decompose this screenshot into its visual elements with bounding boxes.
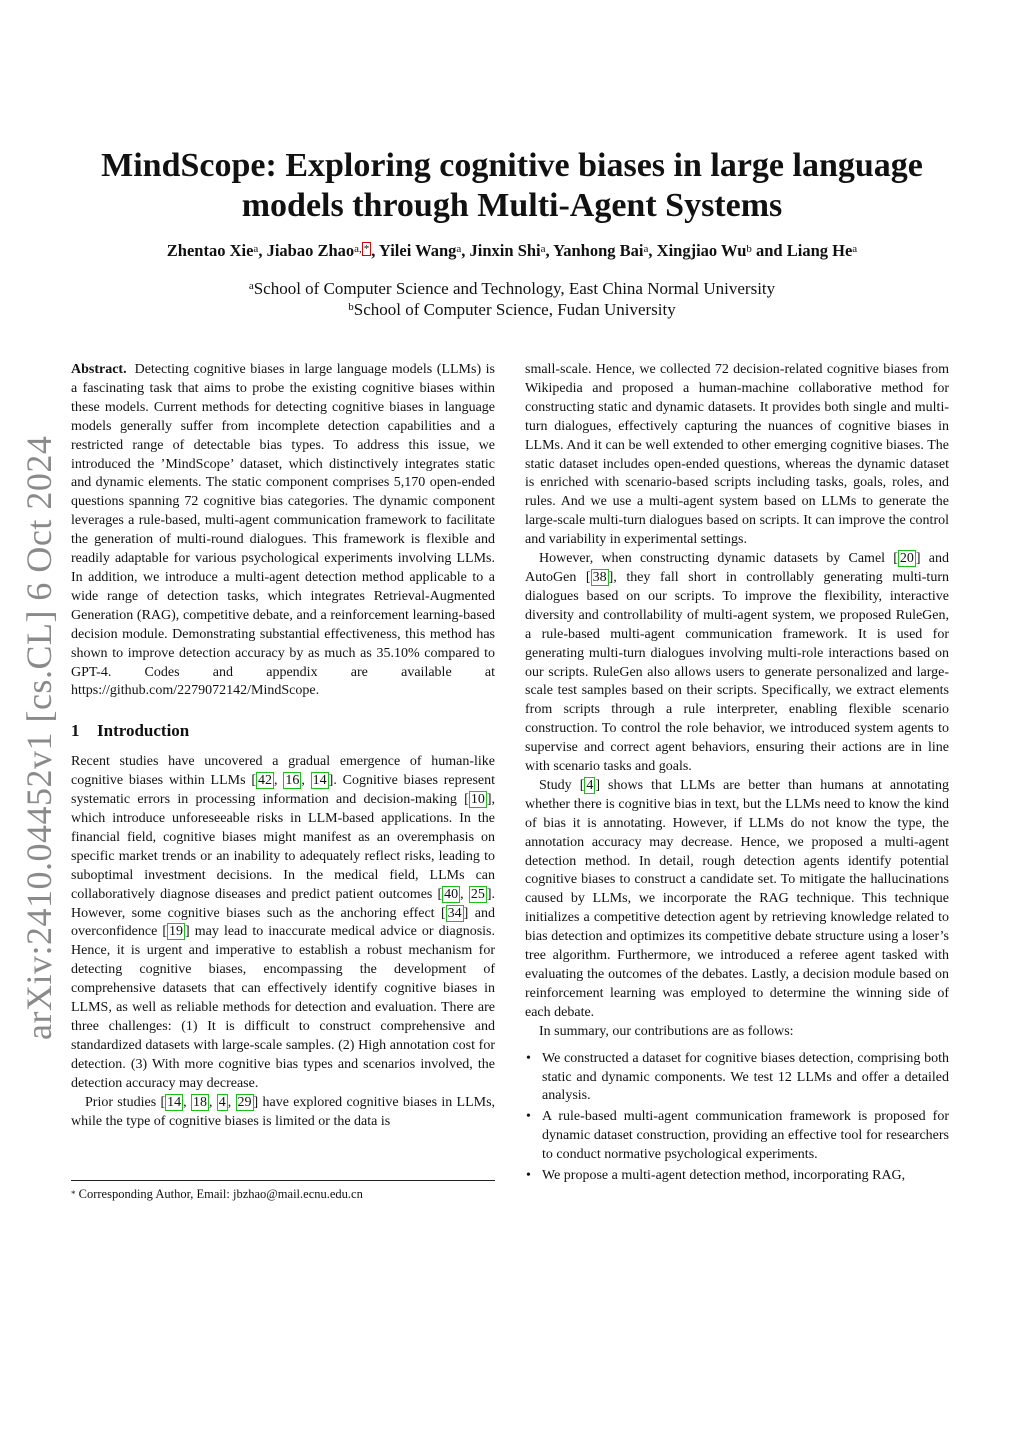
citation-link[interactable]: 38: [592, 569, 607, 585]
section-title: Introduction: [97, 721, 190, 741]
affiliation-mark: a: [643, 243, 649, 255]
affiliation-mark: a: [540, 243, 546, 255]
bullet-icon: •: [526, 1109, 531, 1125]
list-item: [525, 1167, 949, 1186]
citation-link[interactable]: 18: [192, 1094, 207, 1110]
left-column: [71, 361, 495, 1131]
abstract: [71, 361, 495, 701]
footnote-mark: *: [71, 1189, 76, 1199]
bullet-icon: •: [526, 1050, 531, 1066]
footnote: [71, 1186, 495, 1202]
abstract-label: Abstract.: [71, 362, 127, 377]
author-name[interactable]: Jinxin Shi: [469, 241, 541, 260]
intro-paragraph-5: In summary, our contributions are as follows:: [539, 1023, 794, 1039]
list-item-text: We constructed a dataset for cognitive biases detection, comprising both static and dynamic components. We test 12 LLMs and offer a detailed analysis.: [542, 1050, 949, 1104]
citation-link[interactable]: 16: [285, 773, 300, 789]
intro-paragraph-1: Recent studies have uncovered a gradual emergence of human-like cognitive biases within LLMs [ 42 , 16 , 14 ]. Cognitive biases represent systematic errors in processing information and decision-making [ 10 ], which introduce unforeseeable risks in LLM-based applications. In the financial field, cognitive biases might manifest as an overemphasis on specific market trends or an inability to adequately reflect risks, leading to suboptimal investment decisions. In the medical field, LLMs can collaboratively diagnose diseases and predict patient outcomes [ 40 , 25 ]. However, some cognitive biases such as the anchoring effect [ 34 ] and overconfidence [ 19 ] may lead to inaccurate medical advice or diagnosis. Hence, it is urgent and imperative to establish a robust mechanism for detecting cognitive biases, encompassing the development of comprehensive datasets that can effectively identify cognitive biases in LLMS, as well as reliable methods for detection and evaluation. There are three challenges: (1) It is difficult to construct comprehensive and standardized datasets with large-scale samples. (2) High annotation cost for detection. (3) With more cognitive bias types and scenarios involved, the detection accuracy may decrease.: [71, 754, 496, 1091]
affiliation-mark: a,: [354, 243, 362, 255]
right-column: [525, 361, 949, 1188]
intro-paragraph-2-continued: small-scale. Hence, we collected 72 decision-related cognitive biases from Wikipedia and proposed a human-machine collaborative method for constructing static and dynamic datasets. It provides both single and multi-turn dialogues, effectively capturing the nuances of cognitive biases in LLMs. And it can be well extended to other emerging cognitive biases. The static dataset includes open-ended questions, whereas the dynamic dataset is enriched with scenario-based scripts including tasks, goals, roles, and rules. And we use a multi-agent system based on LLMs to generate the large-scale multi-turn dialogues based on scripts. It can improve the control and variability in experimental settings.: [525, 362, 949, 548]
citation-link[interactable]: 19: [169, 924, 184, 940]
citation-link[interactable]: 14: [312, 773, 327, 789]
affiliation-mark: b: [746, 243, 752, 255]
author-list: [70, 240, 954, 262]
bullet-icon: •: [526, 1168, 531, 1184]
affiliations: [70, 278, 954, 320]
affiliation-mark: a: [456, 243, 462, 255]
affiliation-text: School of Computer Science and Technology, East China Normal University: [253, 279, 776, 298]
author-name[interactable]: Liang He: [786, 241, 853, 260]
footnote-text: Corresponding Author, Email: jbzhao@mail.ecnu.edu.cn: [78, 1187, 363, 1201]
author-separator: ,: [461, 241, 470, 260]
affiliation-mark: a: [852, 243, 858, 255]
paper-title: MindScope: Exploring cognitive biases in large language models through Multi-Agent Systems: [101, 147, 923, 224]
author-name[interactable]: Jiabao Zhao: [266, 241, 355, 260]
affiliation-line: [70, 278, 954, 299]
author-separator: and: [751, 241, 787, 260]
citation-link[interactable]: 4: [586, 777, 594, 793]
contribution-list: [525, 1050, 949, 1186]
list-item-text: A rule-based multi-agent communication framework is proposed for dynamic dataset construction, providing an effective tool for researchers to conduct normative psychological experiments.: [542, 1109, 949, 1163]
list-item-text: We propose a multi-agent detection method, incorporating RAG,: [542, 1168, 906, 1184]
list-item: [525, 1108, 949, 1165]
arxiv-identifier: arXiv:2410.04452v1 [cs.CL] 6 Oct 2024: [19, 435, 59, 1040]
affiliation-mark: a: [253, 243, 259, 255]
list-item: [525, 1050, 949, 1107]
citation-link[interactable]: 20: [899, 551, 914, 567]
author-name[interactable]: Xingjiao Wu: [656, 241, 747, 260]
author-name[interactable]: Yanhong Bai: [553, 241, 644, 260]
author-separator: ,: [371, 241, 379, 260]
citation-link[interactable]: 10: [470, 792, 485, 808]
author-name[interactable]: Zhentao Xie: [166, 241, 254, 260]
intro-paragraph-4: Study [ 4 ] shows that LLMs are better than humans at annotating whether there is cognitive bias in text, but the LLMs need to know the kind of bias it is annotating. However, if LLMs do not know the type, the annotation accuracy may decrease. Hence, we proposed a multi-agent detection method. In detail, rough detection agents identify potential cognitive biases to construct a candidate set. To mitigate the hallucinations caused by LLMs, we incorporate the RAG technique. This technique initializes a competitive detection agent by retrieving knowledge related to bias detection and optimizes its competitive debate structure using a loser’s tree algorithm. Furthermore, we introduced a referee agent tasked with evaluating the outcomes of the debates. Lastly, a decision module based on reinforcement learning was employed to determine the winning side of each debate.: [525, 777, 949, 1020]
affiliation-line: [70, 299, 954, 320]
citation-link[interactable]: 4: [218, 1094, 226, 1110]
author-name[interactable]: Yilei Wang: [378, 241, 457, 260]
affiliation-mark: b: [348, 301, 354, 313]
footnote-divider: [71, 1180, 495, 1181]
citation-link[interactable]: 14: [167, 1094, 182, 1110]
author-separator: ,: [258, 241, 267, 260]
citation-link[interactable]: 25: [470, 886, 485, 902]
section-number: 1: [71, 721, 80, 741]
author-separator: ,: [545, 241, 554, 260]
citation-link[interactable]: 40: [444, 886, 459, 902]
corresponding-author-link[interactable]: *: [363, 243, 370, 255]
citation-link[interactable]: 34: [447, 905, 462, 921]
intro-paragraph-2: Prior studies [ 14 , 18 , 4 , 29 ] have explored cognitive biases in LLMs, while the type of cognitive biases is limited or the data is: [71, 1094, 496, 1129]
author-separator: ,: [648, 241, 657, 260]
citation-link[interactable]: 42: [258, 773, 273, 789]
section-heading-introduction: [71, 721, 495, 741]
abstract-text: Detecting cognitive biases in large language models (LLMs) is a fascinating task that aims to probe the existing cognitive biases within these models. Current methods for detecting cognitive biases in language models generally suffer from incomplete detection capabilities and a restricted range of detectable bias types. To address this issue, we introduced the ’MindScope’ dataset, which distinctively integrates static and dynamic elements. The static component comprises 5,170 open-ended questions spanning 72 cognitive bias categories. The dynamic component leverages a rule-based, multi-agent communication framework to facilitate the generation of multi-round dialogues. This framework is flexible and readily adaptable for various psychological experiments involving LLMs. In addition, we introduce a multi-agent detection method applicable to a wide range of detection tasks, which integrates Retrieval-Augmented Generation (RAG), competitive debate, and a reinforcement learning-based decision module. Demonstrating substantial effectiveness, this method has shown to improve detection accuracy by as much as 35.10% compared to GPT-4. Codes and appendix are available at https://github.com/2279072142/MindScope.: [71, 362, 495, 699]
affiliation-text: School of Computer Science, Fudan University: [353, 300, 676, 319]
citation-link[interactable]: 29: [237, 1094, 252, 1110]
intro-paragraph-3: However, when constructing dynamic datasets by Camel [ 20 ] and AutoGen [ 38 ], they fall short in controllably generating multi-turn dialogues based on our scripts. To improve the flexibility, interactive diversity and controllability of multi-agent system, we proposed RuleGen, a rule-based multi-agent communication framework. It is used for generating multi-turn dialogues involving multi-role interactions based on our scripts. RuleGen also allows users to generate personalized and large-scale test samples based on their scripts. Specifically, we extract elements from scripts through a rule interpreter, enabling flexible scenario construction. To control the role behavior, we introduced system agents to supervise and correct agent behaviors, ensuring their actions are in line with scenario tasks and goals.: [525, 551, 949, 775]
affiliation-mark: a: [248, 280, 254, 292]
